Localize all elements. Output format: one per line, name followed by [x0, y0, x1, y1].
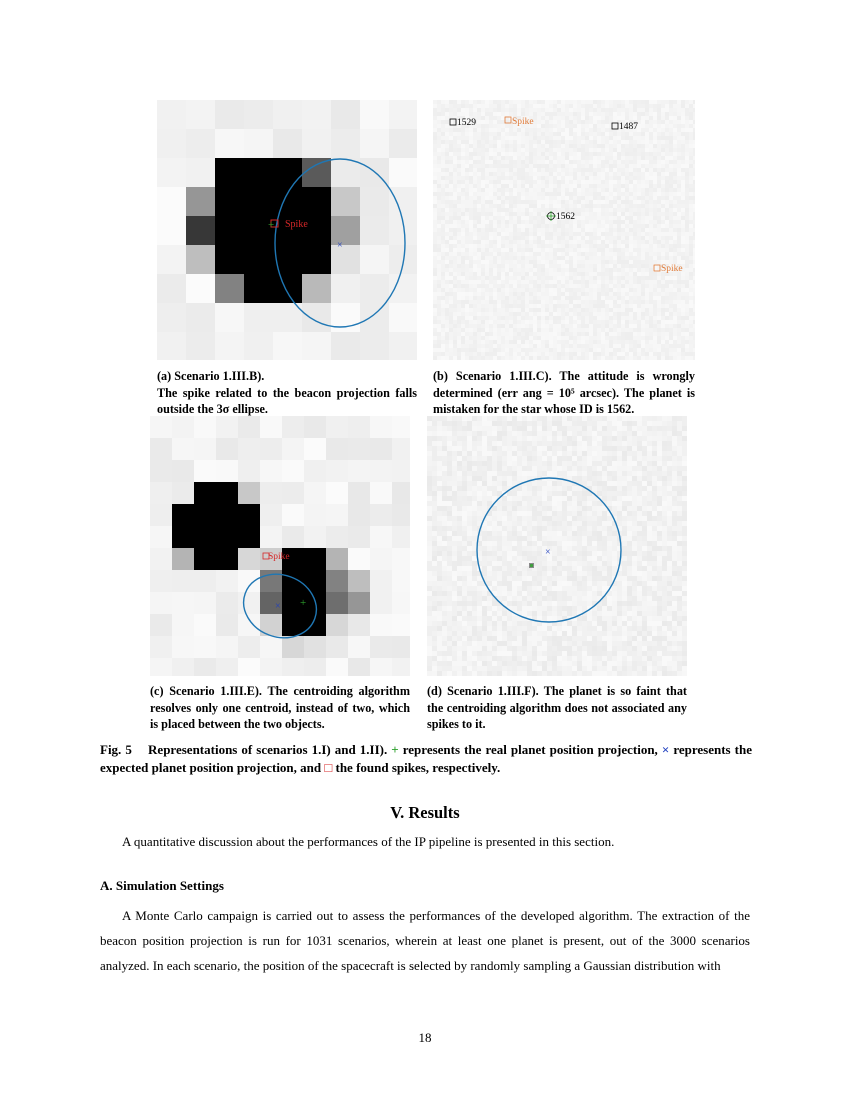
figure-caption-part4: the found spikes, respectively. — [335, 760, 501, 775]
caption-c-text: (c) Scenario 1.III.E). The centroiding algorithm resolves only one centroid, instead of two, which is placed between the two objects. — [150, 684, 410, 731]
caption-d — [427, 683, 687, 733]
cross-symbol: × — [661, 742, 670, 757]
caption-a-text: The spike related to the beacon projection falls outside the 3σ ellipse. — [157, 385, 417, 416]
page-number: 18 — [418, 1030, 432, 1045]
spike-label-1: Spike — [512, 117, 534, 127]
star-label-1562: 1562 — [556, 212, 575, 222]
section-intro: A quantitative discussion about the performances of the IP pipeline is presented in this section. — [122, 834, 615, 849]
square-symbol: □ — [324, 760, 333, 775]
plus-symbol: + — [391, 742, 399, 757]
star-label-1487: 1487 — [619, 122, 638, 132]
figure-caption — [100, 741, 752, 777]
expected-position-cross-c: × — [275, 601, 281, 612]
spike-label-c: Spike — [268, 552, 290, 562]
figure-caption-part1: Representations of scenarios 1.I) and 1.II). — [148, 742, 388, 757]
caption-c — [150, 683, 410, 733]
figure-label: Fig. 5 — [100, 742, 132, 757]
section-title: V. Results — [390, 803, 460, 822]
expected-position-cross-d: × — [545, 547, 551, 558]
caption-a — [157, 368, 417, 418]
panel-c-image — [150, 416, 410, 676]
spike-label: Spike — [285, 219, 308, 230]
subsection-body: A Monte Carlo campaign is carried out to assess the performances of the developed algorithm. The extraction of the beacon position projection is run for 1031 scenarios, wherein at least one planet is present, out of the 3000 scenarios analyzed. In each scenario, the position of the spacecraft is selected by randomly sampling a Gaussian distribution with — [100, 908, 750, 973]
pixel-grid-a — [157, 100, 417, 360]
figure-caption-part2: represents the real planet position projection, — [402, 742, 658, 757]
caption-b — [433, 368, 695, 418]
noise-d — [427, 416, 687, 676]
expected-position-cross: × — [337, 240, 343, 251]
caption-b-text: (b) Scenario 1.III.C). The attitude is wrongly determined (err ang = 10⁵ arcsec). The planet is mistaken for the star whose ID is 1562. — [433, 369, 695, 416]
caption-d-text: (d) Scenario 1.III.F). The planet is so faint that the centroiding algorithm does not associated any spikes to it. — [427, 684, 687, 731]
real-position-plus-c: + — [300, 597, 307, 609]
spike-label-2: Spike — [661, 264, 683, 274]
panel-b-image — [433, 100, 695, 360]
figure-caption-part3: represents the expected planet position projection, and — [100, 742, 752, 775]
star-label-1529: 1529 — [457, 118, 476, 128]
noise-b — [433, 100, 695, 360]
panel-a-image — [157, 100, 417, 360]
caption-a-title: (a) Scenario 1.III.B). — [157, 369, 265, 383]
panel-d-image — [427, 416, 687, 676]
subsection-title: A. Simulation Settings — [100, 878, 224, 893]
real-position-plus: + — [268, 219, 275, 231]
